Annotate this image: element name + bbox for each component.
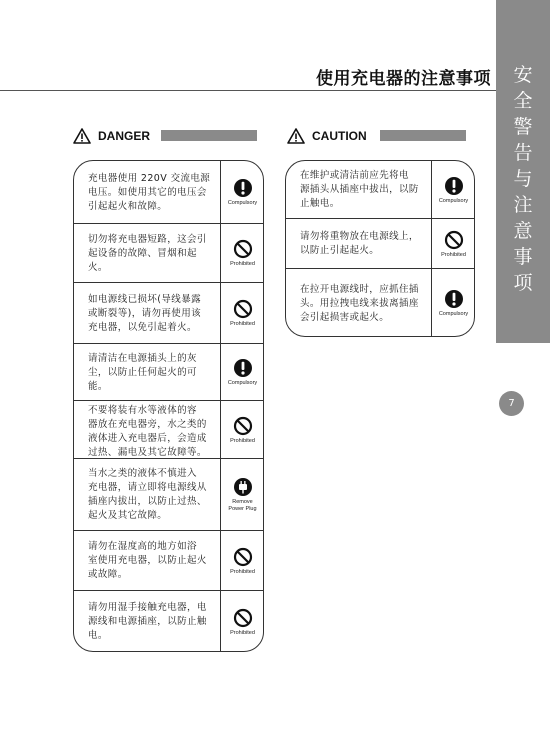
caution-item xyxy=(286,269,474,337)
sidebar-tab xyxy=(496,0,550,343)
danger-item xyxy=(74,161,263,224)
text-line: 室使用充电器，以防止起火 xyxy=(88,555,207,566)
danger-item-icon-cell xyxy=(221,299,264,328)
text-line: 充电器，请立即将电源线从 xyxy=(88,482,207,493)
icon-label xyxy=(221,569,264,576)
prohibited-icon xyxy=(233,299,253,319)
caution-item-text xyxy=(300,283,419,325)
sidebar-char: 警 xyxy=(513,116,533,138)
text-line: 源插头从插座中拔出，以防 xyxy=(300,184,419,195)
text-line: 会引起损害或起火。 xyxy=(300,312,390,323)
caution-heading: CAUTION xyxy=(312,129,367,143)
icon-label xyxy=(221,499,264,513)
danger-item-icon-cell xyxy=(221,178,264,207)
sidebar-char: 注 xyxy=(513,194,533,216)
caution-item-text xyxy=(300,230,419,258)
danger-item xyxy=(74,224,263,283)
sidebar-char: 意 xyxy=(513,220,533,242)
danger-header-bar xyxy=(161,130,257,141)
text-line: 切勿将充电器短路，这会引 xyxy=(88,234,207,245)
text-line: 请勿在湿度高的地方如浴 xyxy=(88,541,197,552)
danger-item xyxy=(74,401,263,459)
text-line: 或故障。 xyxy=(88,569,128,580)
caution-item-icon-cell xyxy=(432,230,475,259)
icon-label xyxy=(432,311,475,318)
warning-icon xyxy=(73,128,91,144)
text-line: 尘，以防止任何起火的可 xyxy=(88,367,197,378)
text-line: 在拉开电源线时，应抓住插 xyxy=(300,284,419,295)
sidebar-char: 与 xyxy=(513,168,533,190)
icon-label-line: Compulsory xyxy=(227,380,258,386)
danger-item-text xyxy=(88,352,197,394)
caution-item xyxy=(286,219,474,269)
danger-item-text xyxy=(88,467,207,523)
text-line: 或断裂等)，请勿再使用该 xyxy=(88,308,202,319)
sidebar-char: 告 xyxy=(513,142,533,164)
icon-label-line: Compulsory xyxy=(438,311,469,317)
prohibited-icon xyxy=(233,608,253,628)
caution-header-bar xyxy=(380,130,466,141)
icon-label-line: Prohibited xyxy=(441,252,466,258)
icon-label xyxy=(221,380,264,387)
danger-item-text xyxy=(88,293,201,335)
danger-item-icon-cell xyxy=(221,608,264,637)
danger-item-text xyxy=(88,404,207,460)
icon-label-line: Power Plug xyxy=(228,506,257,512)
danger-heading: DANGER xyxy=(98,129,151,143)
sidebar-title xyxy=(496,62,550,296)
compulsory-icon xyxy=(233,178,253,198)
compulsory-icon xyxy=(233,358,253,378)
icon-label xyxy=(432,198,475,205)
icon-label-line: Remove xyxy=(232,499,253,505)
page-number: 7 xyxy=(499,391,524,416)
text-line: 当水之类的液体不慎进入 xyxy=(88,468,197,479)
text-line: 电压。如使用其它的电压会 xyxy=(88,187,207,198)
caution-item xyxy=(286,161,474,219)
page-title: 使用充电器的注意事项 xyxy=(316,69,491,89)
icon-label xyxy=(221,438,264,445)
danger-item-icon-cell xyxy=(221,547,264,576)
danger-item xyxy=(74,344,263,401)
text-line: 引起起火和故障。 xyxy=(88,201,168,212)
danger-header xyxy=(73,127,150,145)
text-line: 起设备的故障、冒烟和起 xyxy=(88,248,197,259)
text-line: 能。 xyxy=(88,381,108,392)
caution-panel xyxy=(285,160,475,337)
text-line: 请勿将重物放在电源线上， xyxy=(300,231,419,242)
caution-item-icon-cell xyxy=(432,176,475,205)
danger-item-text xyxy=(88,601,207,643)
text-line: 充电器使用 220V 交流电源 xyxy=(88,173,211,184)
caution-header xyxy=(287,127,367,145)
icon-label-line: Prohibited xyxy=(230,321,255,327)
icon-label xyxy=(221,321,264,328)
text-line: 充电器，以免引起着火。 xyxy=(88,322,197,333)
text-line: 起火及其它故障。 xyxy=(88,510,168,521)
danger-item-icon-cell xyxy=(221,477,264,513)
text-line: 不要将装有水等液体的容 xyxy=(88,405,197,416)
icon-label-line: Prohibited xyxy=(230,630,255,636)
text-line: 源线和电源插座，以防止触 xyxy=(88,616,207,627)
text-line: 插座内拔出，以防止过热、 xyxy=(88,496,207,507)
caution-item-text xyxy=(300,169,419,211)
warning-icon xyxy=(287,128,305,144)
icon-label xyxy=(221,630,264,637)
text-line: 器放在充电器旁，水之类的 xyxy=(88,419,207,430)
text-line: 请勿用湿手接触充电器，电 xyxy=(88,602,207,613)
danger-item-icon-cell xyxy=(221,239,264,268)
compulsory-icon xyxy=(444,289,464,309)
text-line: 液体进入充电器后，会造成 xyxy=(88,433,207,444)
prohibited-icon xyxy=(233,239,253,259)
icon-label-line: Prohibited xyxy=(230,569,255,575)
icon-label-line: Prohibited xyxy=(230,261,255,267)
text-line: 过热、漏电及其它故障等。 xyxy=(88,447,207,458)
text-line: 以防止引起起火。 xyxy=(300,245,380,256)
sidebar-char: 项 xyxy=(513,272,533,294)
sidebar-char: 安 xyxy=(513,64,533,86)
icon-label-line: Prohibited xyxy=(230,438,255,444)
danger-panel xyxy=(73,160,264,652)
danger-item xyxy=(74,459,263,531)
danger-item-text xyxy=(88,233,207,275)
compulsory-icon xyxy=(444,176,464,196)
text-line: 在维护或清洁前应先将电 xyxy=(300,170,409,181)
sidebar-char: 事 xyxy=(513,246,533,268)
icon-label-line: Compulsory xyxy=(438,198,469,204)
sidebar-char: 全 xyxy=(513,90,533,112)
danger-item-icon-cell xyxy=(221,358,264,387)
text-line: 止触电。 xyxy=(300,198,340,209)
danger-item xyxy=(74,283,263,344)
icon-label xyxy=(432,252,475,259)
text-line: 火。 xyxy=(88,262,108,273)
prohibited-icon xyxy=(233,547,253,567)
prohibited-icon xyxy=(233,416,253,436)
danger-item-icon-cell xyxy=(221,416,264,445)
icon-label-line: Compulsory xyxy=(227,200,258,206)
icon-label xyxy=(221,200,264,207)
text-line: 头。用拉拽电线来拔离插座 xyxy=(300,298,419,309)
danger-item-text xyxy=(88,540,207,582)
text-line: 如电源线已损坏(导线暴露 xyxy=(88,294,202,305)
prohibited-icon xyxy=(444,230,464,250)
caution-item-icon-cell xyxy=(432,289,475,318)
text-line: 请清洁在电源插头上的灰 xyxy=(88,353,197,364)
title-divider xyxy=(0,90,496,91)
danger-item xyxy=(74,591,263,652)
danger-item-text xyxy=(88,172,210,214)
text-line: 电。 xyxy=(88,630,108,641)
remove-plug-icon xyxy=(233,477,253,497)
danger-item xyxy=(74,531,263,591)
icon-label xyxy=(221,261,264,268)
